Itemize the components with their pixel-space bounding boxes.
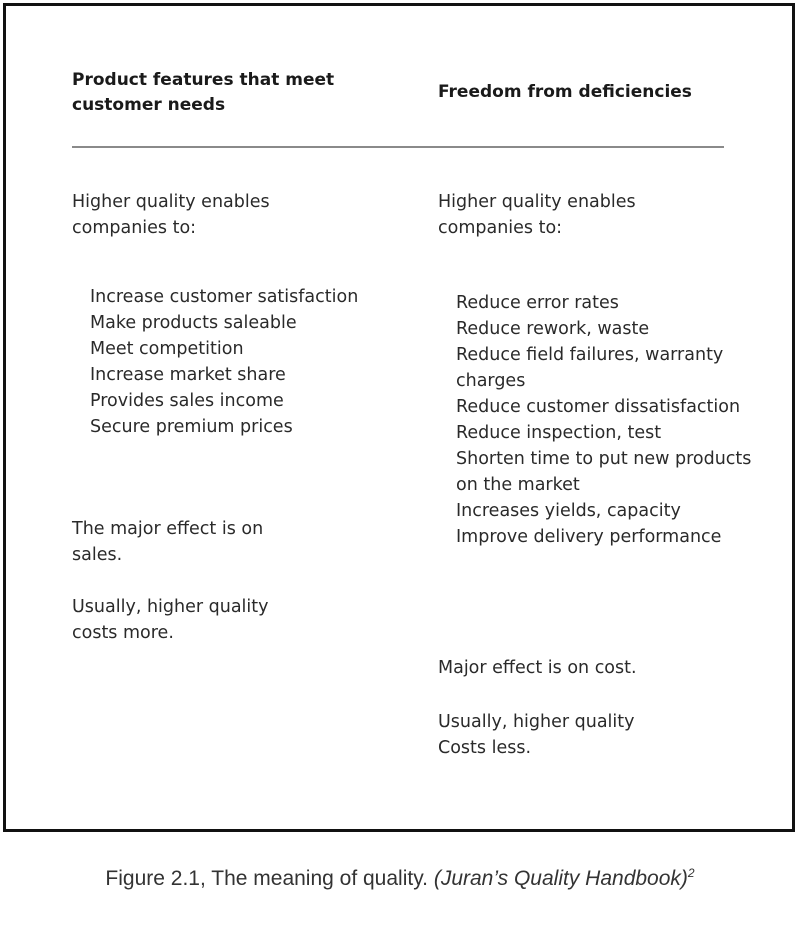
left-column-intro: Higher quality enables companies to:	[72, 192, 270, 238]
caption-footnote-marker: 2	[687, 866, 695, 880]
right-column-heading: Freedom from deficiencies	[438, 82, 692, 102]
list-item: Increases yields, capacity	[456, 501, 681, 521]
right-column-cost-note: Usually, higher quality Costs less.	[438, 712, 635, 758]
figure-caption	[0, 860, 800, 892]
list-item: Reduce rework, waste	[456, 319, 650, 339]
list-item: Secure premium prices	[90, 417, 293, 437]
right-column-intro: Higher quality enables companies to:	[438, 192, 636, 238]
list-item: Reduce error rates	[456, 293, 619, 313]
left-column-heading: Product features that meet customer needs	[72, 70, 335, 115]
list-item: Increase market share	[90, 365, 286, 385]
list-item: Provides sales income	[90, 391, 284, 411]
header-divider	[72, 146, 724, 148]
list-item: Reduce field failures, warranty charges	[456, 345, 724, 391]
list-item: Reduce inspection, test	[456, 423, 662, 443]
right-benefits-list	[456, 290, 756, 550]
figure-frame	[3, 3, 795, 832]
list-item: Make products saleable	[90, 313, 297, 333]
list-item: Reduce customer dissatisfaction	[456, 397, 741, 417]
right-column-effect: Major effect is on cost.	[438, 658, 637, 678]
caption-source: (Juran’s Quality Handbook)	[433, 867, 688, 890]
left-column-cost-note: Usually, higher quality costs more.	[72, 597, 269, 643]
list-item: Meet competition	[90, 339, 244, 359]
list-item: Improve delivery performance	[456, 527, 722, 547]
left-benefits-list	[90, 284, 360, 440]
list-item: Increase customer satisfaction	[90, 287, 359, 307]
left-column-effect: The major effect is on sales.	[72, 519, 264, 565]
list-item: Shorten time to put new products on the market	[456, 449, 752, 495]
caption-title: Figure 2.1, The meaning of quality.	[105, 867, 434, 890]
